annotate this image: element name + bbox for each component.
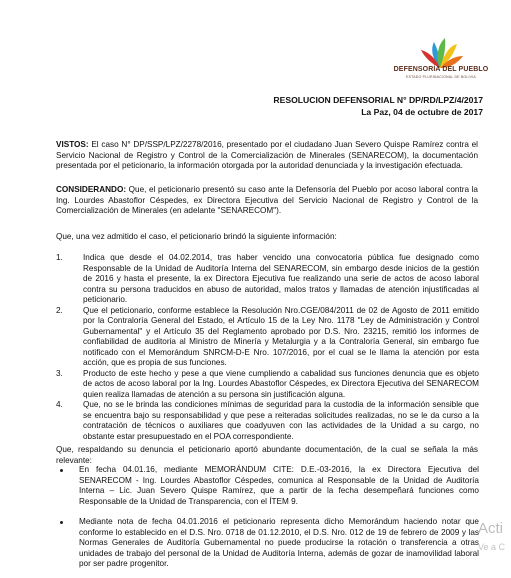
list-item (56, 369, 479, 401)
vistos-paragraph (56, 140, 478, 172)
bullet-dot-icon (60, 521, 63, 524)
bullet-item-text: En fecha 04.01.16, mediante MEMORÁNDUM CITE: D.E.-03-2016, la ex Directora Ejecutiva del SENARECOM - Ing. Lourdes Abastoflor Céspedes, comunica al Responsable de la Unidad de Auditoría Interna – Lic. Juan Severo Quispe Ramírez, que a partir de la fecha desempeñará funciones como Responsable de la Unidad de Transparencia, con el ÍTEM 9. (79, 465, 479, 506)
bullet-list (56, 465, 479, 570)
org-subtitle: ESTADO PLURINACIONAL DE BOLIVIA (406, 75, 476, 79)
intro-docs-paragraph: Que, respaldando su denuncia el peticionario aportó abundante documentación, de la cual se señala la más relevante: (56, 445, 478, 465)
bullet-dot-icon (60, 469, 63, 472)
list-item (56, 306, 479, 369)
vistos-text: El caso N° DP/SSP/LPZ/2278/2016, presentado por el ciudadano Juan Severo Quispe Ramírez contra el Servicio Nacional de Registro y Control de la Comercialización de Minerales (SENARECOM), la documentación presentada por el peticionario, la información otorgada por la autoridad denunciada y la investigación efectuada. (56, 140, 478, 170)
org-name: DEFENSORÍA DEL PUEBLO (393, 66, 489, 73)
considerando-text: Que, el peticionario presentó su caso ante la Defensoría del Pueblo por acoso laboral contra la Ing. Lourdes Abastoflor Céspedes, ex Directora Ejecutiva del Servicio Nacional de Registro y Control de la Comercialización de Minerales (en adelante "SENARECOM"). (56, 185, 478, 215)
list-item-number: 4. (56, 400, 63, 409)
list-item-number: 3. (56, 368, 63, 378)
list-item-text: Que, no se le brinda las condiciones mínimas de seguridad para la custodia de la información sensible que se encuentra bajo su responsabilidad y que pese a reiteradas solicitudes realizadas, no se le da curso a la contratación de técnicos o auxiliares que coadyuven con las actividades de la Unidad a su cargo, no obstante estar presupuestado en el POA correspondiente. (83, 400, 479, 441)
list-item (56, 253, 479, 306)
activation-watermark-subtext: Ve a C (478, 542, 506, 552)
list-item-text: Indica que desde el 04.02.2014, tras haber vencido una convocatoria pública fue designado como Responsable de la Unidad de Auditoría Interna del SENARECOM, sin embargo desde inicios de la gestión de 2016 y hasta el presente, la ex Directora Ejecutiva fue realizando una serie de actos de acoso laboral contra su persona traducidos en abuso de autoridad, malos tratos y llamadas de atención injustificadas al peticionario. (83, 253, 479, 304)
considerando-paragraph (56, 185, 478, 217)
resolution-date: La Paz, 04 de octubre de 2017 (361, 107, 483, 117)
list-item-number: 1. (56, 253, 63, 262)
bullet-item (56, 465, 479, 507)
activation-watermark: Acti (478, 520, 504, 537)
bullet-item-text: Mediante nota de fecha 04.01.2016 el peticionario representa dicho Memorándum haciendo notar que conforme lo establecido en el D.S. Nro. 0718 de 01.12.2010, el D.S. Nro. 012 de 19 de febrero de 2009 y las Normas Generales de Auditoría Gubernamental no puede producirse la rotación o transferencia a otras unidades de trabajo del personal de la Unidad de Auditoría Interna, además de gozar de inamovilidad laboral por ser padre progenitor. (79, 517, 479, 568)
list-item-text: Producto de este hecho y pese a que viene cumpliendo a cabalidad sus funciones denuncia que es objeto de actos de acoso laboral por la Ing. Lourdes Abastoflor Céspedes, ex Directora Ejecutiva del SENARECOM quien realiza llamadas de atención a su persona sin justificación alguna. (83, 368, 479, 399)
considerando-label: CONSIDERANDO: (56, 185, 127, 194)
vistos-label: VISTOS: (56, 140, 89, 149)
list-item-number: 2. (56, 305, 63, 315)
bullet-item (56, 517, 479, 570)
list-item (56, 400, 479, 442)
resolution-title: RESOLUCION DEFENSORIAL N° DP/RD/LPZ/4/2017 (273, 95, 483, 105)
list-item-text: Que el peticionario, conforme establece la Resolución Nro.CGE/084/2011 de 02 de Agosto de 2011 emitido por la Contraloría General del Estado, el Artículo 15 de la Ley Nro. 1178 "Ley de Administración y Control Gubernamental" y el Artículo 35 del Reglamento aprobado por D.S. Nro. 23215, remitió los informes de confiabilidad de auditoria al Ministro de Minería y Metalurgia y a la Contraloría General, sin embargo fue notificado con el Memorándum SNRCM-D-E Nro. 107/2016, por el cual se le llama la atención por esta acción, que es propia de sus funciones. (83, 305, 479, 367)
numbered-list (56, 253, 479, 442)
intro-info-paragraph: Que, una vez admitido el caso, el peticionario brindó la siguiente información: (56, 232, 337, 241)
